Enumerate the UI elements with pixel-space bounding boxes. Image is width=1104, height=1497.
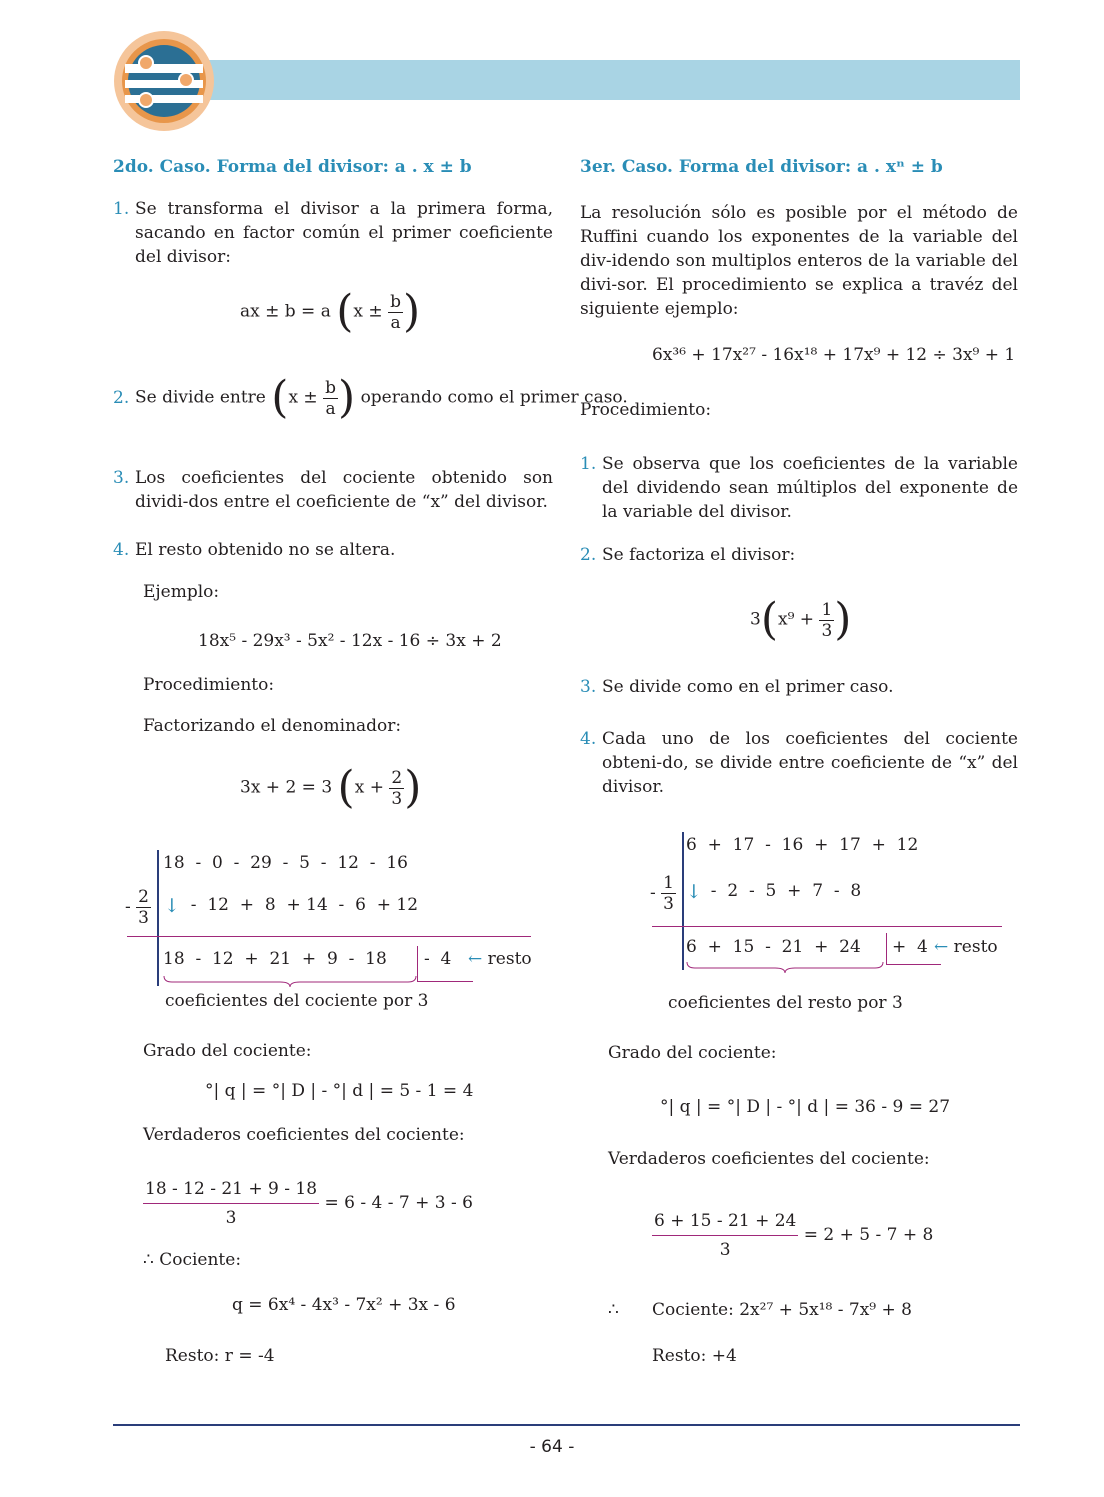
ejemplo-label: Ejemplo: (143, 582, 220, 602)
formula-1: ax ± b = a (x ± $\frac{b}{a}$ ) (240, 286, 421, 337)
ruffini-left-remainder: - 4 (424, 949, 452, 969)
down-arrow-icon: ↓ (164, 895, 180, 917)
left-therefore: ∴ Cociente: (143, 1250, 242, 1270)
item-number: 1. (113, 199, 130, 219)
right-item-1: 1. Se observa que los coeficientes de la variable del dividendo sean múltiplos del exponente de la variable del divisor. (580, 454, 1018, 522)
ruffini-right-row1: 6 + 17 - 16 + 17 + 12 (686, 835, 919, 855)
right-example: 6x³⁶ + 17x²⁷ - 16x¹⁸ + 17x⁹ + 12 ÷ 3x⁹ + 1 (652, 345, 1016, 365)
ruffini-right-caption: coeficientes del resto por 3 (668, 993, 903, 1013)
left-resto: Resto: r = -4 (165, 1346, 275, 1366)
down-arrow-icon: ↓ (686, 881, 702, 903)
left-heading: 2do. Caso. Forma del divisor: a . x ± b (113, 157, 472, 177)
left-item-4: 4. El resto obtenido no se altera. (113, 540, 396, 560)
right-verdaderos: Verdaderos coeficientes del cociente: (608, 1149, 930, 1169)
factorizando-label: Factorizando el denominador: (143, 716, 402, 736)
left-example: 18x⁵ - 29x³ - 5x² - 12x - 16 ÷ 3x + 2 (198, 631, 502, 651)
left-verdaderos: Verdaderos coeficientes del cociente: (143, 1125, 465, 1145)
brace-icon (162, 974, 418, 988)
ruffini-right-row3: 6 + 15 - 21 + 24 (686, 937, 861, 957)
right-item-4: 4. Cada uno de los coeficientes del cociente obteni-do, se divide entre coeficiente de “x” del divisor. (580, 729, 1018, 797)
right-factor: 3(x⁹ + $\frac{1}{3}$ ) (750, 594, 852, 645)
right-grado: °| q | = °| D | - °| d | = 36 - 9 = 27 (660, 1097, 951, 1117)
left-item-1 (113, 197, 553, 269)
left-grado-label: Grado del cociente: (143, 1041, 312, 1061)
right-cociente: Cociente: 2x²⁷ + 5x¹⁸ - 7x⁹ + 8 (652, 1300, 912, 1320)
left-procedimiento: Procedimiento: (143, 675, 275, 695)
ruffini-right-remainder: + 4 (892, 937, 928, 957)
ruffini-right-vline (682, 832, 684, 970)
left-item-3: 3. Los coeficientes del cociente obtenido son dividi-dos entre el coeficiente de “x” del divisor. (113, 468, 553, 512)
page-number: - 64 - (529, 1437, 575, 1457)
resto-arrow: ← resto (934, 937, 998, 957)
left-item-2: 2. Se divide entre (x ± $\frac{b}{a}$ ) operando como el primer caso. (113, 372, 628, 423)
resto-arrow: ← resto (468, 949, 532, 969)
right-coef-fraction: $\frac{6 + 15 - 21 + 24}{3}$ = 2 + 5 - 7 + 8 (652, 1207, 933, 1264)
header-bar (170, 60, 1020, 100)
ruffini-left-divisor: - $\frac{2}{3}$ (125, 887, 149, 928)
logo-icon (113, 30, 216, 133)
ruffini-left-row1: 18 - 0 - 29 - 5 - 12 - 16 (163, 853, 408, 873)
left-grado: °| q | = °| D | - °| d | = 5 - 1 = 4 (205, 1081, 474, 1101)
brace-icon (685, 960, 885, 974)
ruffini-right-divisor: - $\frac{1}{3}$ (650, 873, 674, 914)
right-heading: 3er. Caso. Forma del divisor: a . xⁿ ± b (580, 157, 943, 177)
left-cociente: q = 6x⁴ - 4x³ - 7x² + 3x - 6 (232, 1295, 456, 1315)
ruffini-left-caption: coeficientes del cociente por 3 (165, 991, 429, 1011)
ruffini-left-row2: - 12 + 8 + 14 - 6 + 12 (180, 895, 419, 915)
ruffini-left-row3: 18 - 12 + 21 + 9 - 18 (163, 949, 387, 969)
ruffini-left-vline (157, 850, 159, 986)
ruffini-right-row2: - 2 - 5 + 7 - 8 (700, 881, 862, 901)
right-intro: La resolución sólo es posible por el método de Ruffini cuando los exponentes de la variable del div-idendo son multiplos enteros de la variable del divi-sor. El procedimiento se explica a travéz del siguiente ejemplo: (580, 203, 1018, 319)
item-text: Se transforma el divisor a la primera forma, sacando en factor común el primer coeficiente del divisor: (135, 199, 553, 267)
right-item-2: 2. Se factoriza el divisor: (580, 545, 796, 565)
right-grado-label: Grado del cociente: (608, 1043, 777, 1063)
ruffini-left-hline (127, 936, 531, 937)
left-coef-fraction: $\frac{18 - 12 - 21 + 9 - 18}{3}$ = 6 - 4 - 7 + 3 - 6 (143, 1175, 473, 1232)
right-item-3: 3. Se divide como en el primer caso. (580, 677, 894, 697)
ruffini-right-hline (652, 926, 1002, 927)
right-therefore: ∴ (608, 1300, 619, 1320)
formula-3: 3x + 2 = 3 (x + $\frac{2}{3}$ ) (240, 762, 422, 813)
right-resto: Resto: +4 (652, 1346, 737, 1366)
right-procedimiento: Procedimiento: (580, 400, 712, 420)
footer-rule (113, 1424, 1020, 1426)
